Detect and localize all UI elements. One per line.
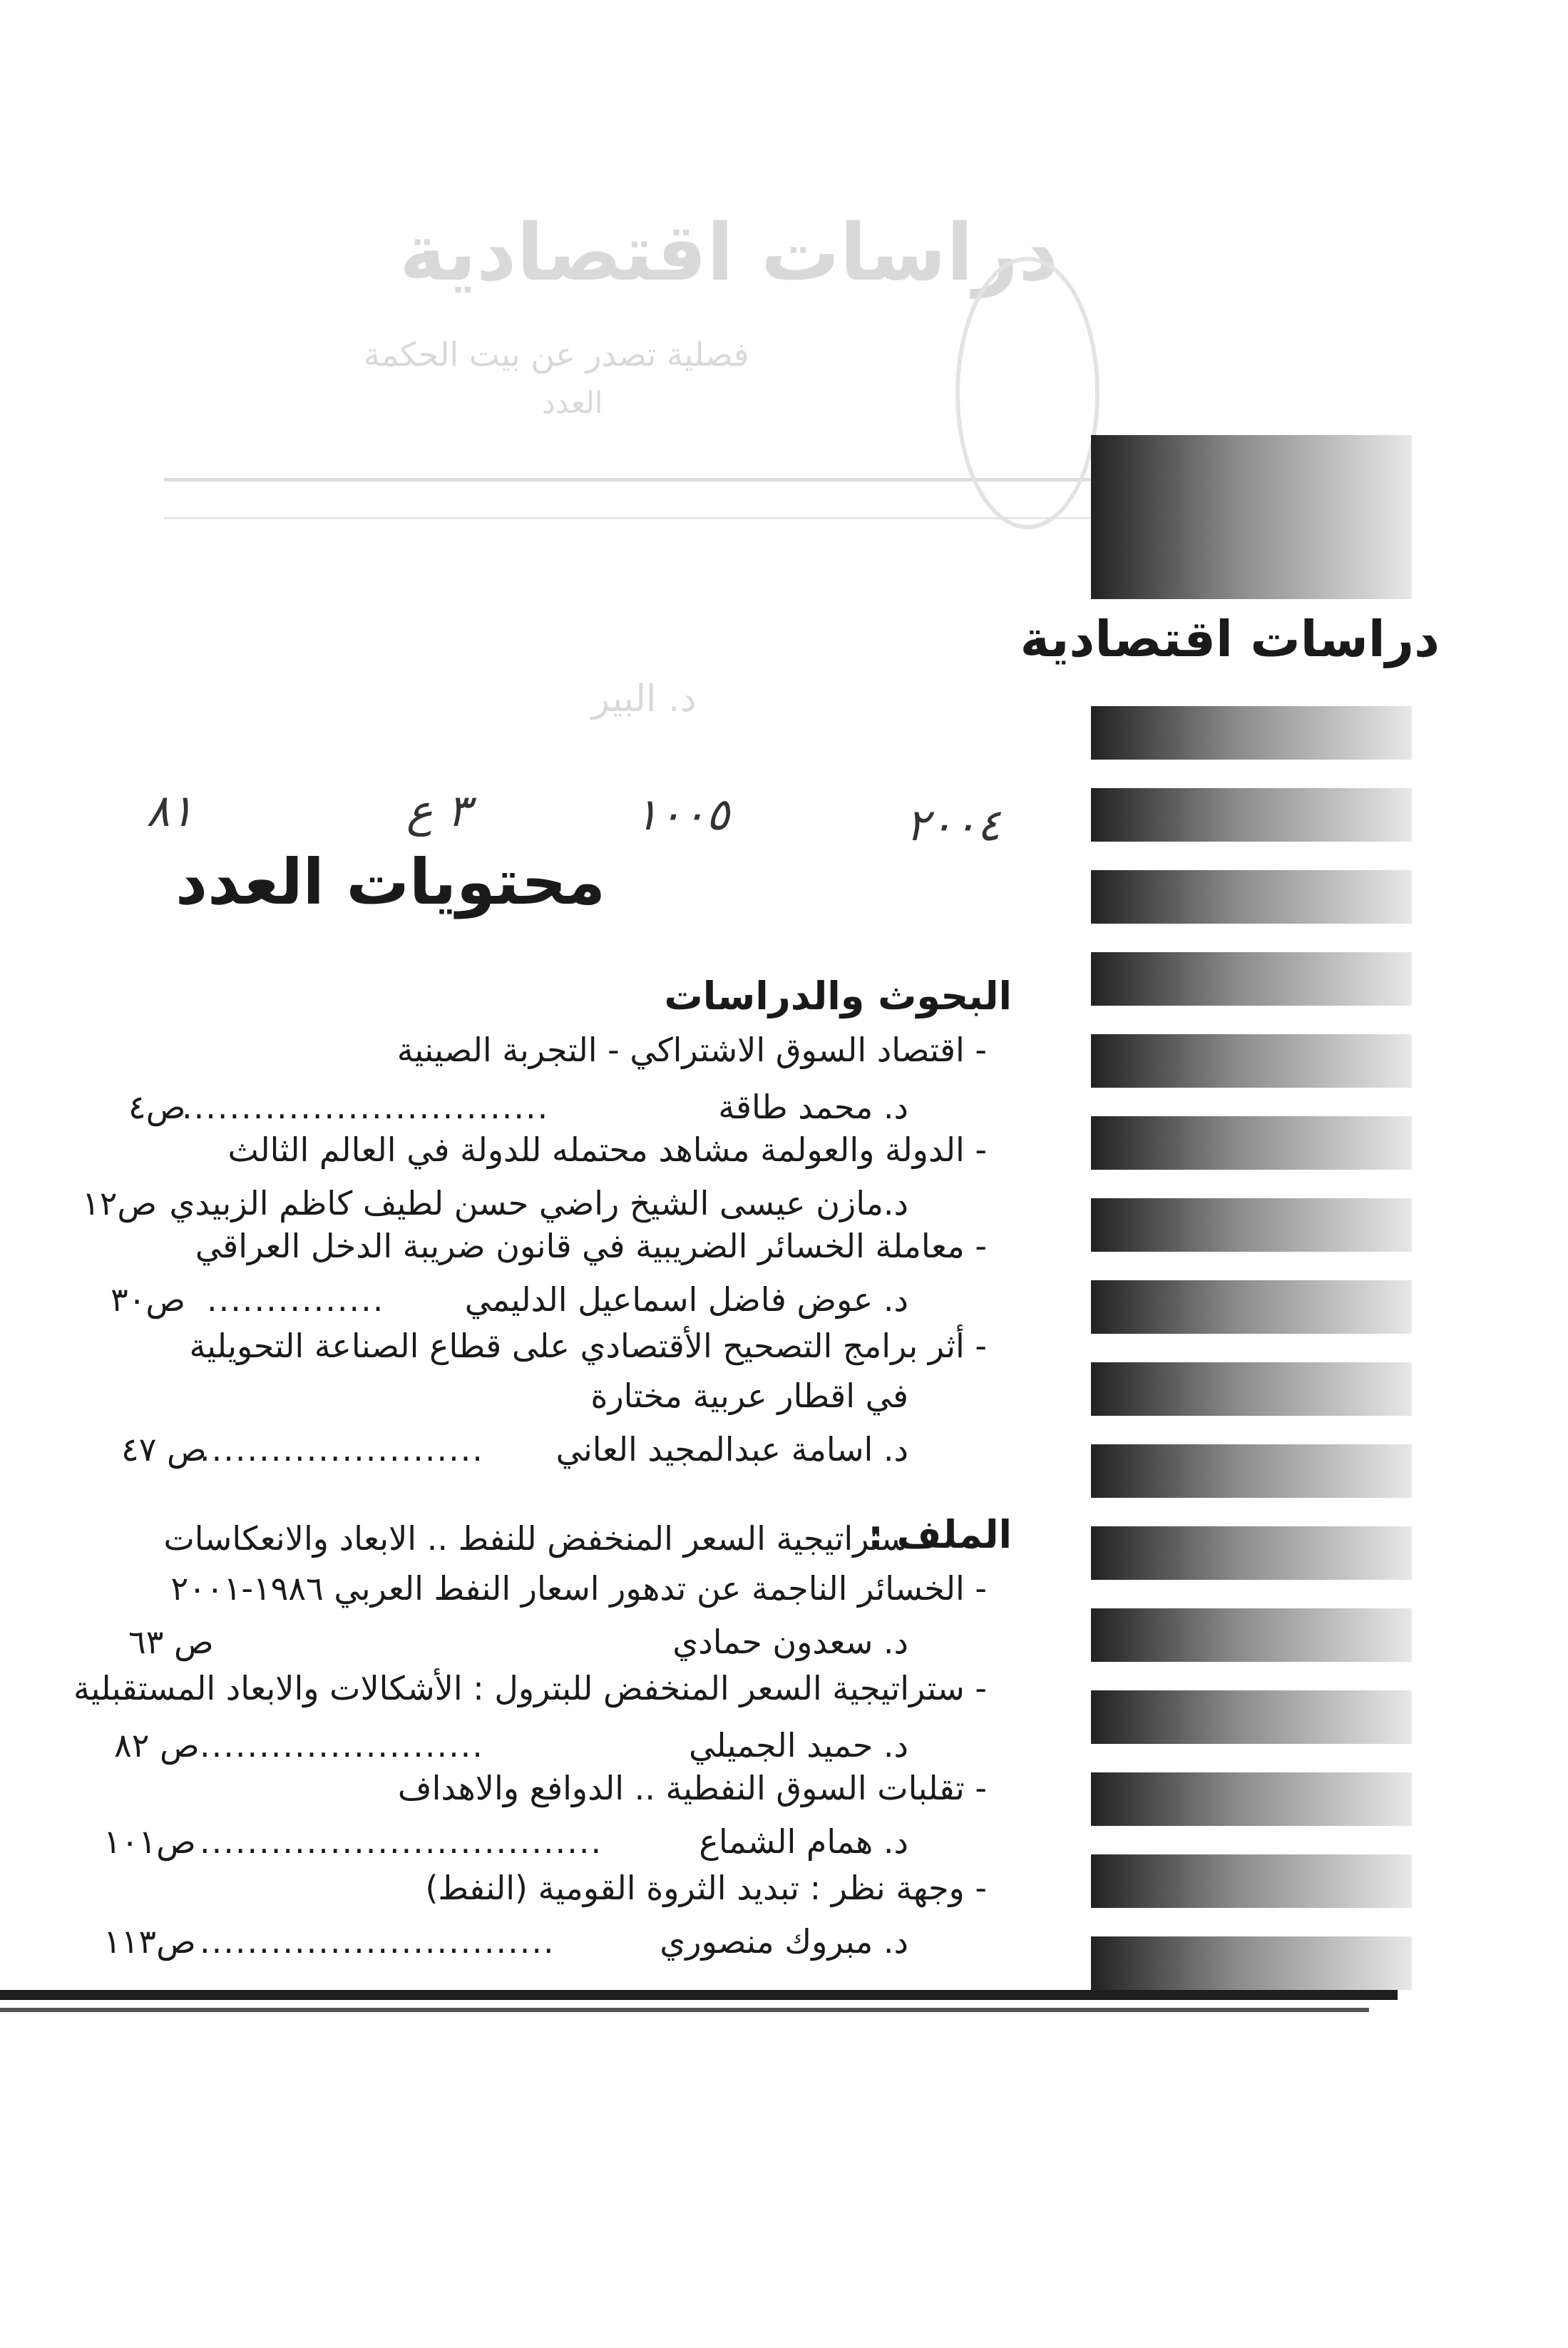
toc-page: ص٣٠ xyxy=(111,1280,186,1319)
toc-page: ص١٢ xyxy=(82,1184,158,1223)
toc-title: - الدولة والعولمة مشاهد محتمله للدولة في العالم الثالث xyxy=(227,1130,987,1169)
section-label: دراسات اقتصادية xyxy=(1020,610,1440,668)
toc-title: - وجهة نظر : تبديد الثروة القومية (النفط) xyxy=(425,1869,987,1907)
gradient-stripe xyxy=(1091,1362,1412,1416)
toc-title: - أثر برامج التصحيح الأقتصادي على قطاع الصناعة التحويلية xyxy=(189,1327,987,1365)
gradient-stripe xyxy=(1091,1198,1412,1252)
toc-author: د. همام الشماع xyxy=(699,1822,908,1861)
handwritten-note: ٣ ع xyxy=(406,785,471,837)
research-heading: البحوث والدراسات xyxy=(664,974,1012,1019)
ghost-journal-title: دراسات اقتصادية xyxy=(399,207,1059,298)
dossier-theme: ستراتيجية السعر المنخفض للنفط .. الابعاد والانعكاسات xyxy=(163,1519,908,1558)
toc-title: - معاملة الخسائر الضريبية في قانون ضريبة الدخل العراقي xyxy=(195,1227,987,1265)
ghost-editor-line: د. البير xyxy=(592,678,697,720)
toc-page: ص١١٣ xyxy=(103,1922,196,1961)
handwritten-note: ٨١ xyxy=(146,785,194,837)
toc-author: د. عوض فاضل اسماعيل الدليمي xyxy=(464,1280,908,1319)
handwritten-note: ١٠٠٥ xyxy=(635,788,730,840)
contents-title: محتويات العدد xyxy=(175,845,605,919)
bottom-rule-thin xyxy=(0,2008,1369,2012)
gradient-stripe xyxy=(1091,435,1412,599)
toc-title: - الخسائر الناجمة عن تدهور اسعار النفط العربي ١٩٨٦-٢٠٠١ xyxy=(170,1569,987,1608)
toc-author: د. مبروك منصوري xyxy=(660,1922,908,1961)
handwritten-note: ٢٠٠٤ xyxy=(906,799,1001,851)
bottom-rule xyxy=(0,1990,1398,2000)
toc-page: ص١٠١ xyxy=(103,1822,196,1861)
toc-leader: .................................. xyxy=(200,1822,603,1861)
gradient-stripe xyxy=(1091,1116,1412,1170)
toc-page: ص ٨٢ xyxy=(114,1726,200,1765)
gradient-stripe xyxy=(1091,870,1412,924)
toc-author: د. سعدون حمادي xyxy=(672,1623,908,1661)
gradient-stripe xyxy=(1091,1772,1412,1826)
toc-leader: ............................... xyxy=(182,1088,550,1126)
gradient-stripe xyxy=(1091,1280,1412,1334)
dossier-label: الملف : xyxy=(868,1512,1012,1557)
toc-author: د. محمد طاقة xyxy=(718,1088,908,1126)
gradient-stripe xyxy=(1091,952,1412,1006)
toc-author: د.مازن عيسى الشيخ راضي حسن لطيف كاظم الزبيدي xyxy=(169,1184,908,1223)
toc-title: - تقلبات السوق النفطية .. الدوافع والاهداف xyxy=(397,1769,987,1807)
toc-leader: .............................. xyxy=(200,1922,555,1961)
toc-title-continued: في اقطار عربية مختارة xyxy=(590,1377,908,1415)
ghost-issue-line: العدد xyxy=(542,385,603,420)
toc-leader: ........................ xyxy=(200,1726,484,1765)
toc-author: د. اسامة عبدالمجيد العاني xyxy=(555,1430,908,1469)
toc-leader: ........................ xyxy=(200,1430,484,1469)
gradient-stripe xyxy=(1091,706,1412,760)
toc-page: ص ٦٣ xyxy=(128,1623,214,1661)
gradient-stripe xyxy=(1091,1444,1412,1498)
gradient-stripe xyxy=(1091,1608,1412,1662)
decorative-stripes xyxy=(1091,435,1412,1997)
ghost-seal xyxy=(955,257,1100,529)
gradient-stripe xyxy=(1091,1690,1412,1744)
ghost-subtitle: فصلية تصدر عن بيت الحكمة xyxy=(364,335,749,374)
gradient-stripe xyxy=(1091,1526,1412,1580)
gradient-stripe xyxy=(1091,1034,1412,1088)
toc-title: - اقتصاد السوق الاشتراكي - التجربة الصينية xyxy=(396,1031,987,1069)
toc-page: ص ٤٧ xyxy=(121,1430,207,1469)
gradient-stripe xyxy=(1091,1854,1412,1908)
toc-author: د. حميد الجميلي xyxy=(689,1726,908,1765)
toc-page: ص٤ xyxy=(128,1088,186,1126)
gradient-stripe xyxy=(1091,1936,1412,1990)
toc-leader: ............... xyxy=(207,1280,385,1319)
ghost-rule xyxy=(164,478,1091,519)
gradient-stripe xyxy=(1091,788,1412,842)
toc-title: - ستراتيجية السعر المنخفض للبترول : الأشكالات والابعاد المستقبلية xyxy=(73,1669,987,1708)
